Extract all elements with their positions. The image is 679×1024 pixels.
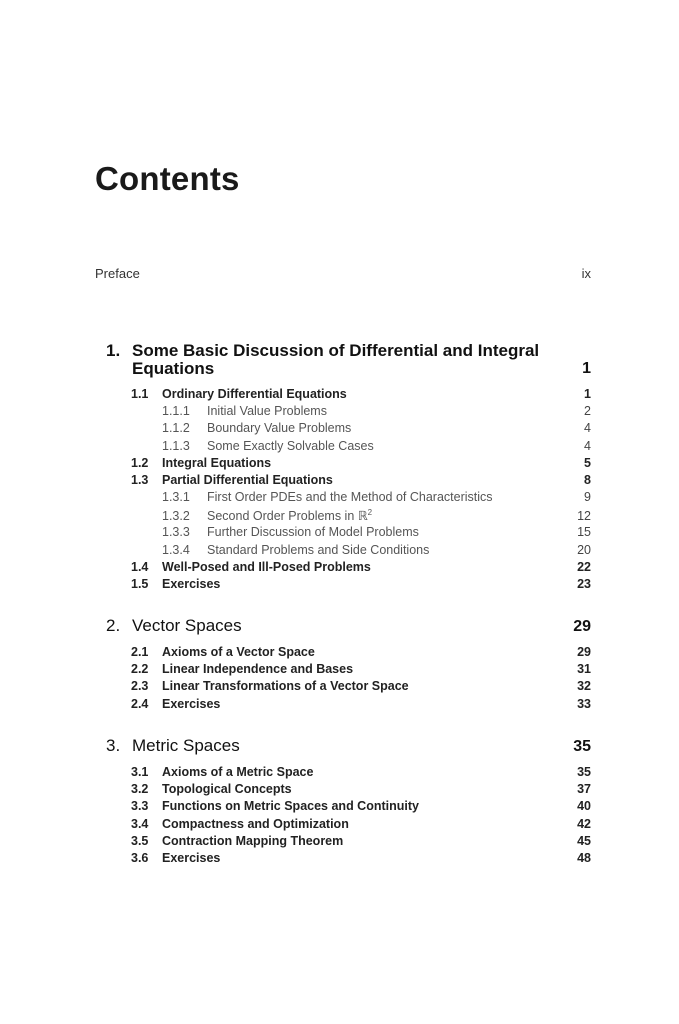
toc-chapter-title — [132, 342, 582, 378]
toc-subsection-number: 1.1.2 — [162, 421, 190, 435]
toc-page-number: 37 — [577, 782, 591, 796]
toc-subsection-number: 1.3.1 — [162, 490, 190, 504]
toc-subsection-title — [207, 508, 577, 523]
toc-section-title: Linear Independence and Bases — [162, 662, 354, 676]
toc-section-title: Integral Equations — [162, 456, 272, 470]
toc-section-number: 1.3 — [131, 473, 149, 487]
toc-page-number: 48 — [577, 851, 591, 865]
toc-page-number: 33 — [577, 697, 591, 711]
toc-subsection-number: 1.1.1 — [162, 404, 190, 418]
toc-page-number: 40 — [577, 799, 591, 813]
toc-entry-title: Preface — [95, 266, 140, 281]
toc-section-title: Linear Transformations of a Vector Space — [162, 679, 409, 693]
toc-section-title: Exercises — [162, 697, 221, 711]
toc-page-number: 15 — [577, 525, 591, 539]
toc-page-number: 29 — [573, 618, 591, 635]
toc-section-title: Axioms of a Metric Space — [162, 765, 314, 779]
toc-subsection-title: Further Discussion of Model Problems — [207, 525, 419, 539]
toc-page-number: 2 — [584, 404, 591, 418]
toc-section-title: Compactness and Optimization — [162, 817, 349, 831]
toc-chapter-2[interactable] — [106, 616, 591, 636]
toc-page-number: 1 — [582, 360, 591, 377]
toc-chapter-title-line1: Some Basic Discussion of Differential and Integral — [132, 341, 540, 360]
toc-section-3-6[interactable] — [131, 851, 591, 865]
toc-section-title: Axioms of a Vector Space — [162, 645, 315, 659]
toc-section-number: 2.4 — [131, 697, 149, 711]
toc-chapter-title: Metric Spaces — [132, 736, 240, 755]
toc-section-number: 3.4 — [131, 817, 149, 831]
toc-section-number: 3.2 — [131, 782, 149, 796]
toc-section-number: 3.1 — [131, 765, 149, 779]
toc-section-1-5[interactable] — [131, 577, 591, 591]
toc-subsection-title-text: Second Order Problems in ℝ — [207, 509, 368, 523]
toc-chapter-number: 1. — [106, 341, 121, 360]
toc-section-1-4[interactable] — [131, 560, 591, 574]
toc-page-number: 42 — [577, 817, 591, 831]
toc-subsection-title: Standard Problems and Side Conditions — [207, 543, 430, 557]
toc-subsection-number: 1.3.3 — [162, 525, 190, 539]
toc-section-2-3[interactable] — [131, 679, 591, 693]
toc-section-number: 1.4 — [131, 560, 149, 574]
toc-subsection-number: 1.3.4 — [162, 543, 190, 557]
toc-entry-preface[interactable] — [95, 266, 591, 281]
toc-page-number: 22 — [577, 560, 591, 574]
toc-chapter-title-line2: Equations — [132, 359, 215, 378]
toc-section-title: Ordinary Differential Equations — [162, 387, 347, 401]
toc-section-1-2[interactable] — [131, 456, 591, 470]
toc-subsection-1-1-1[interactable] — [162, 404, 591, 418]
toc-subsection-1-3-4[interactable] — [162, 543, 591, 557]
toc-section-3-4[interactable] — [131, 817, 591, 831]
toc-section-2-1[interactable] — [131, 645, 591, 659]
toc-section-number: 3.5 — [131, 834, 149, 848]
toc-section-number: 2.3 — [131, 679, 149, 693]
toc-section-3-2[interactable] — [131, 782, 591, 796]
toc-page-number: 12 — [577, 509, 591, 523]
toc-page-number: 23 — [577, 577, 591, 591]
toc-section-2-4[interactable] — [131, 697, 591, 711]
toc-page-number: 9 — [584, 490, 591, 504]
toc-subsection-title: Boundary Value Problems — [207, 421, 352, 435]
superscript: 2 — [367, 507, 373, 517]
toc-section-number: 3.3 — [131, 799, 149, 813]
toc-section-title: Topological Concepts — [162, 782, 292, 796]
toc-section-title: Exercises — [162, 851, 221, 865]
toc-page-number: 4 — [584, 439, 591, 453]
toc-page-number: 8 — [584, 473, 591, 487]
toc-page-number: 35 — [577, 765, 591, 779]
toc-page-number: 1 — [584, 387, 591, 401]
toc-section-number: 3.6 — [131, 851, 149, 865]
toc-subsection-title: Initial Value Problems — [207, 404, 327, 418]
toc-section-title: Contraction Mapping Theorem — [162, 834, 344, 848]
toc-subsection-1-3-3[interactable] — [162, 525, 591, 539]
toc-section-1-1[interactable] — [131, 387, 591, 401]
toc-page-number: 20 — [577, 543, 591, 557]
toc-page-number: ix — [581, 266, 591, 281]
toc-section-number: 2.1 — [131, 645, 149, 659]
toc-subsection-1-1-3[interactable] — [162, 439, 591, 453]
toc-section-title: Functions on Metric Spaces and Continuity — [162, 799, 419, 813]
toc-page-number: 5 — [584, 456, 591, 470]
toc-subsection-number: 1.3.2 — [162, 509, 190, 523]
toc-page-number: 35 — [573, 738, 591, 755]
toc-section-title: Well-Posed and Ill-Posed Problems — [162, 560, 371, 574]
toc-page-number: 31 — [577, 662, 591, 676]
page-title: Contents — [95, 160, 240, 197]
toc-chapter-number: 3. — [106, 736, 121, 755]
toc-page-number: 45 — [577, 834, 591, 848]
toc-section-3-3[interactable] — [131, 799, 591, 813]
toc-subsection-title: First Order PDEs and the Method of Characteristics — [207, 490, 493, 504]
toc-section-number: 1.2 — [131, 456, 149, 470]
toc-subsection-1-3-1[interactable] — [162, 490, 591, 504]
toc-chapter-number: 2. — [106, 616, 121, 635]
toc-subsection-title: Some Exactly Solvable Cases — [207, 439, 374, 453]
toc-section-number: 1.5 — [131, 577, 149, 591]
toc-page-number: 4 — [584, 421, 591, 435]
toc-subsection-1-1-2[interactable] — [162, 421, 591, 435]
toc-section-title: Exercises — [162, 577, 221, 591]
toc-section-2-2[interactable] — [131, 662, 591, 676]
toc-chapter-1[interactable] — [106, 341, 591, 378]
toc-section-3-5[interactable] — [131, 834, 591, 848]
toc-subsection-1-3-2[interactable] — [162, 508, 591, 523]
toc-page-number: 32 — [577, 679, 591, 693]
toc-section-3-1[interactable] — [131, 765, 591, 779]
toc-section-number: 1.1 — [131, 387, 149, 401]
toc-section-1-3[interactable] — [131, 473, 591, 487]
toc-page-number: 29 — [577, 645, 591, 659]
toc-section-number: 2.2 — [131, 662, 149, 676]
toc-chapter-3[interactable] — [106, 736, 591, 756]
toc-section-title: Partial Differential Equations — [162, 473, 333, 487]
toc-chapter-title: Vector Spaces — [132, 616, 242, 635]
toc-subsection-number: 1.1.3 — [162, 439, 190, 453]
